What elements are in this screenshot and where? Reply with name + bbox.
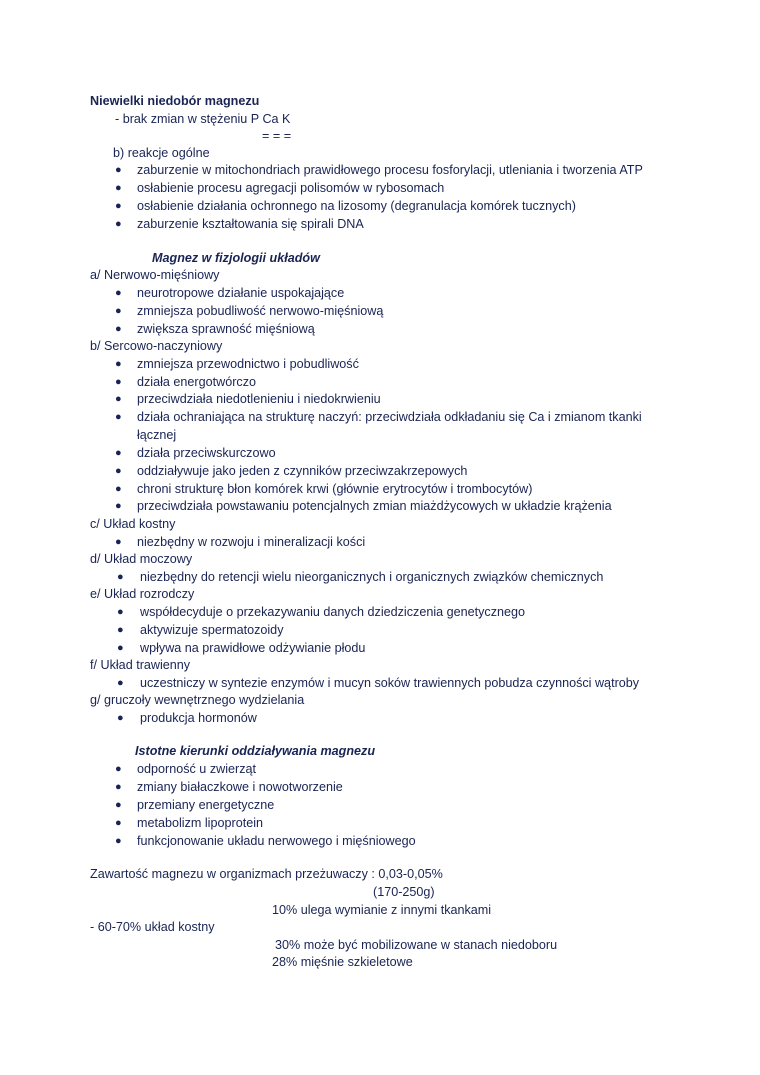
list-item: działa energotwórczo (137, 375, 257, 389)
list-item: działa ochraniająca na strukturę naczyń: przeciwdziała odkładaniu się Ca i zmianom tkanki (137, 410, 642, 424)
list-item: zwiększa sprawność mięśniową (137, 322, 315, 336)
section1-title: Niewielki niedobór magnezu (90, 94, 260, 108)
list-item: niezbędny do retencji wielu nieorganicznych i organicznych związków chemicznych (140, 570, 604, 584)
list-item: metabolizm lipoprotein (137, 816, 263, 830)
section2-f-label: f/ Układ trawienny (90, 658, 191, 672)
list-item: neurotropowe działanie uspokajające (137, 286, 345, 300)
section2-b-label: b/ Sercowo-naczyniowy (90, 339, 223, 353)
muscle-share-line: 28% mięśnie szkieletowe (272, 955, 413, 969)
bullet-icon: ● (115, 817, 122, 829)
bullet-icon: ● (115, 287, 122, 299)
section1-subtitle: - brak zmian w stężeniu P Ca K (115, 112, 291, 126)
bullet-icon: ● (115, 465, 122, 477)
list-item: produkcja hormonów (140, 711, 257, 725)
list-item: aktywizuje spermatozoidy (140, 623, 284, 637)
list-item: zmniejsza pobudliwość nerwowo-mięśniową (137, 304, 384, 318)
list-item: zmiany białaczkowe i nowotworzenie (137, 780, 343, 794)
section1-b-label: b) reakcje ogólne (113, 146, 210, 160)
list-item: współdecyduje o przekazywaniu danych dziedziczenia genetycznego (140, 605, 526, 619)
bullet-icon: ● (115, 763, 122, 775)
bullet-icon: ● (115, 411, 122, 423)
bullet-icon: ● (115, 447, 122, 459)
list-item: działa przeciwskurczowo (137, 446, 276, 460)
exchange-note: 10% ulega wymianie z innymi tkankami (272, 903, 492, 917)
section2-title: Magnez w fizjologii układów (152, 251, 320, 265)
section1-equal-signs: = = = (262, 129, 292, 143)
bullet-icon: ● (117, 677, 124, 689)
bullet-icon: ● (117, 712, 124, 724)
list-item: osłabienie działania ochronnego na lizosomy (degranulacja komórek tucznych) (137, 199, 576, 213)
bullet-icon: ● (115, 376, 122, 388)
bullet-icon: ● (115, 781, 122, 793)
list-item: zaburzenie kształtowania się spirali DNA (137, 217, 364, 231)
section3-title: Istotne kierunki oddziaływania magnezu (135, 744, 376, 758)
section2-a-label: a/ Nerwowo-mięśniowy (90, 268, 220, 282)
list-item: zmniejsza przewodnictwo i pobudliwość (137, 357, 359, 371)
bullet-icon: ● (115, 483, 122, 495)
bullet-icon: ● (115, 799, 122, 811)
bullet-icon: ● (115, 358, 122, 370)
list-item: zaburzenie w mitochondriach prawidłowego procesu fosforylacji, utleniania i tworzenia ATP (137, 163, 643, 177)
section2-g-label: g/ gruczoły wewnętrznego wydzielania (90, 693, 305, 707)
list-item: osłabienie procesu agregacji polisomów w rybosomach (137, 181, 445, 195)
section2-c-label: c/ Układ kostny (90, 517, 176, 531)
list-item: przeciwdziała powstawaniu potencjalnych zmian miażdżycowych w układzie krążenia (137, 499, 612, 513)
bullet-icon: ● (115, 200, 122, 212)
list-item: przemiany energetyczne (137, 798, 275, 812)
bullet-icon: ● (115, 835, 122, 847)
list-item: odporność u zwierząt (137, 762, 257, 776)
bullet-icon: ● (115, 536, 122, 548)
bullet-icon: ● (117, 642, 124, 654)
bullet-icon: ● (115, 218, 122, 230)
list-item: oddziaływuje jako jeden z czynników przeciwzakrzepowych (137, 464, 468, 478)
bullet-icon: ● (115, 182, 122, 194)
list-item: wpływa na prawidłowe odżywianie płodu (140, 641, 366, 655)
bullet-icon: ● (115, 305, 122, 317)
section2-e-label: e/ Układ rozrodczy (90, 587, 195, 601)
bullet-icon: ● (115, 323, 122, 335)
section2-d-label: d/ Układ moczowy (90, 552, 193, 566)
list-item: uczestniczy w syntezie enzymów i mucyn soków trawiennych pobudza czynności wątroby (140, 676, 640, 690)
list-item: niezbędny w rozwoju i mineralizacji kości (137, 535, 366, 549)
mobilization-note: 30% może być mobilizowane w stanach niedoboru (275, 938, 558, 952)
bone-share-line: - 60-70% układ kostny (90, 920, 215, 934)
bullet-icon: ● (115, 393, 122, 405)
list-item: funkcjonowanie układu nerwowego i mięśniowego (137, 834, 416, 848)
list-item: przeciwdziała niedotlenieniu i niedokrwieniu (137, 392, 381, 406)
bullet-icon: ● (117, 606, 124, 618)
list-item-continuation: łącznej (137, 428, 177, 442)
list-item: chroni strukturę błon komórek krwi (głównie erytrocytów i trombocytów) (137, 482, 533, 496)
bullet-icon: ● (117, 571, 124, 583)
magnesium-content-line: Zawartość magnezu w organizmach przeżuwaczy : 0,03-0,05% (90, 867, 443, 881)
bullet-icon: ● (115, 500, 122, 512)
bullet-icon: ● (115, 164, 122, 176)
magnesium-amount: (170-250g) (373, 885, 435, 899)
bullet-icon: ● (117, 624, 124, 636)
